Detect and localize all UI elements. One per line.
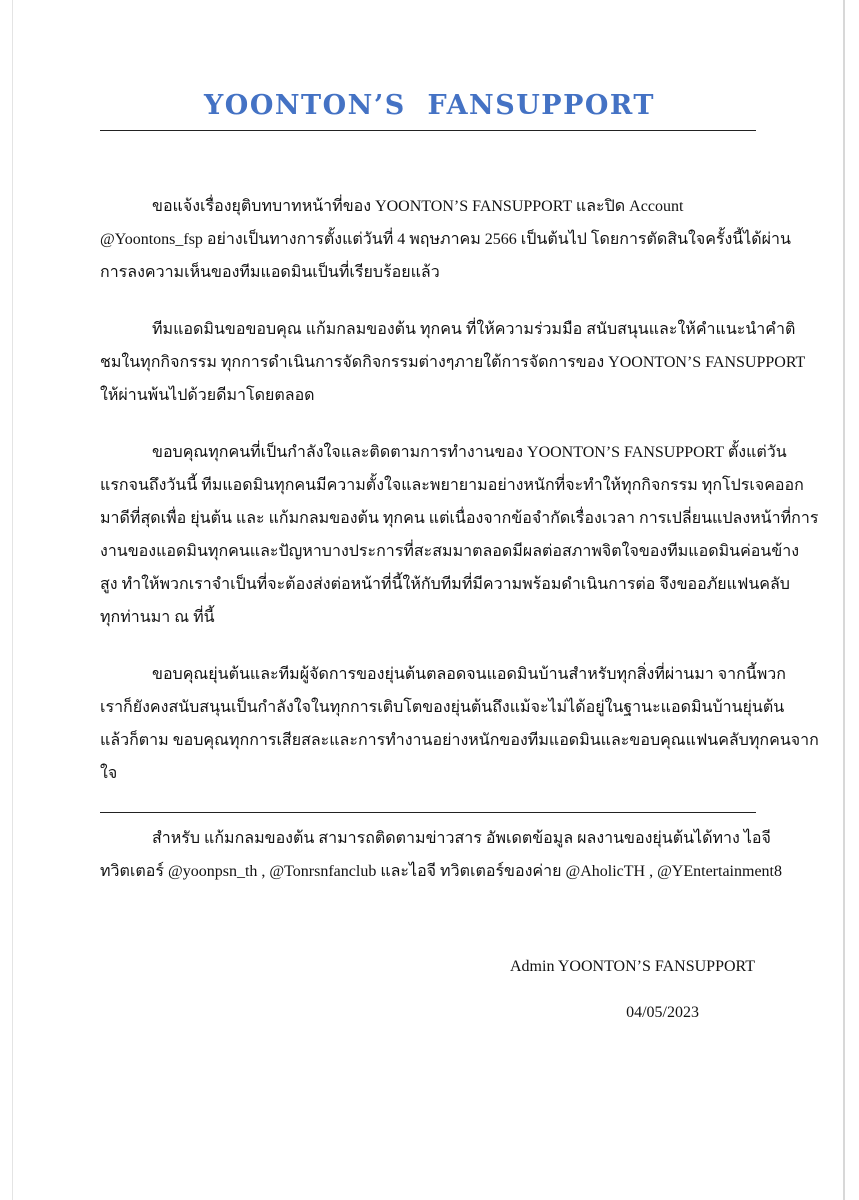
paragraph-line: ขอแจ้งเรื่องยุติบทบาทหน้าที่ของ YOONTON’S FANSUPPORT และปิด Account — [152, 198, 684, 215]
paragraph-2 — [100, 313, 806, 412]
announcement-body — [100, 190, 819, 814]
paragraph-line: ทีมแอดมินขอขอบคุณ แก้มกลมของต้น ทุกคน ที่ให้ความร่วมมือ สนับสนุนและให้คำแนะนำคำติ — [152, 321, 796, 338]
paragraph-line: ชมในทุกกิจกรรม ทุกการดำเนินการจัดกิจกรรมต่างๆภายใต้การจัดการของ YOONTON’S FANSUPPORT — [100, 354, 806, 371]
signature: Admin YOONTON’S FANSUPPORT — [510, 958, 755, 975]
title-divider — [100, 130, 756, 131]
paragraph-line: แรกจนถึงวันนี้ ทีมแอดมินทุกคนมีความตั้งใจและพยายามอย่างหนักที่จะทำให้ทุกกิจกรรม ทุกโปรเจคออก — [100, 477, 804, 494]
document-date: 04/05/2023 — [626, 1004, 699, 1021]
paragraph-line: ให้ผ่านพ้นไปด้วยดีมาโดยตลอด — [100, 387, 315, 404]
footer-divider — [100, 812, 756, 813]
paragraph-line: งานของแอดมินทุกคนและปัญหาบางประการที่สะสมมาตลอดมีผลต่อสภาพจิตใจของทีมแอดมินค่อนข้าง — [100, 543, 800, 560]
paragraph-line: ขอบคุณทุกคนที่เป็นกำลังใจและติดตามการทำงานของ YOONTON’S FANSUPPORT ตั้งแต่วัน — [152, 444, 787, 461]
paragraph-4 — [100, 658, 819, 790]
paragraph-line: ขอบคุณยุ่นต้นและทีมผู้จัดการของยุ่นต้นตลอดจนแอดมินบ้านสำหรับทุกสิ่งที่ผ่านมา จากนี้พวก — [152, 666, 786, 683]
footer-line: สำหรับ แก้มกลมของต้น สามารถติดตามข่าวสาร อัพเดตข้อมูล ผลงานของยุ่นต้นได้ทาง ไอจี — [152, 830, 771, 847]
paragraph-line: ทุกท่านมา ณ ที่นี้ — [100, 609, 215, 626]
footer-line: ทวิตเตอร์ @yoonpsn_th , @Tonrsnfanclub และไอจี ทวิตเตอร์ของค่าย @AholicTH , @YEntertainment8 — [100, 863, 782, 880]
paragraph-3 — [100, 436, 819, 634]
paragraph-line: แล้วก็ตาม ขอบคุณทุกการเสียสละและการทำงานอย่างหนักของทีมแอดมินและขอบคุณแฟนคลับทุกคนจาก — [100, 732, 819, 749]
paragraph-line: การลงความเห็นของทีมแอดมินเป็นที่เรียบร้อยแล้ว — [100, 264, 440, 281]
footer-note — [100, 822, 782, 888]
paragraph-line: มาดีที่สุดเพื่อ ยุ่นต้น และ แก้มกลมของต้น ทุกคน แต่เนื่องจากข้อจำกัดเรื่องเวลา การเปลี่ยนแปลงหน้าที่การ — [100, 510, 819, 527]
paragraph-line: เราก็ยังคงสนับสนุนเป็นกำลังใจในทุกการเติบโตของยุ่นต้นถึงแม้จะไม่ได้อยู่ในฐานะแอดมินบ้านยุ่นต้น — [100, 699, 785, 716]
document-title: YOONTON’S FANSUPPORT — [204, 90, 655, 121]
paragraph-line: ใจ — [100, 765, 118, 782]
paragraph-line: @Yoontons_fsp อย่างเป็นทางการตั้งแต่วันที่ 4 พฤษภาคม 2566 เป็นต้นไป โดยการตัดสินใจครั้งนี้ได้ผ่าน — [100, 231, 791, 248]
paragraph-1 — [100, 190, 791, 289]
paragraph-line: สูง ทำให้พวกเราจำเป็นที่จะต้องส่งต่อหน้าที่นี้ให้กับทีมที่มีความพร้อมดำเนินการต่อ จึงขออภัยแฟนคลับ — [100, 576, 790, 593]
